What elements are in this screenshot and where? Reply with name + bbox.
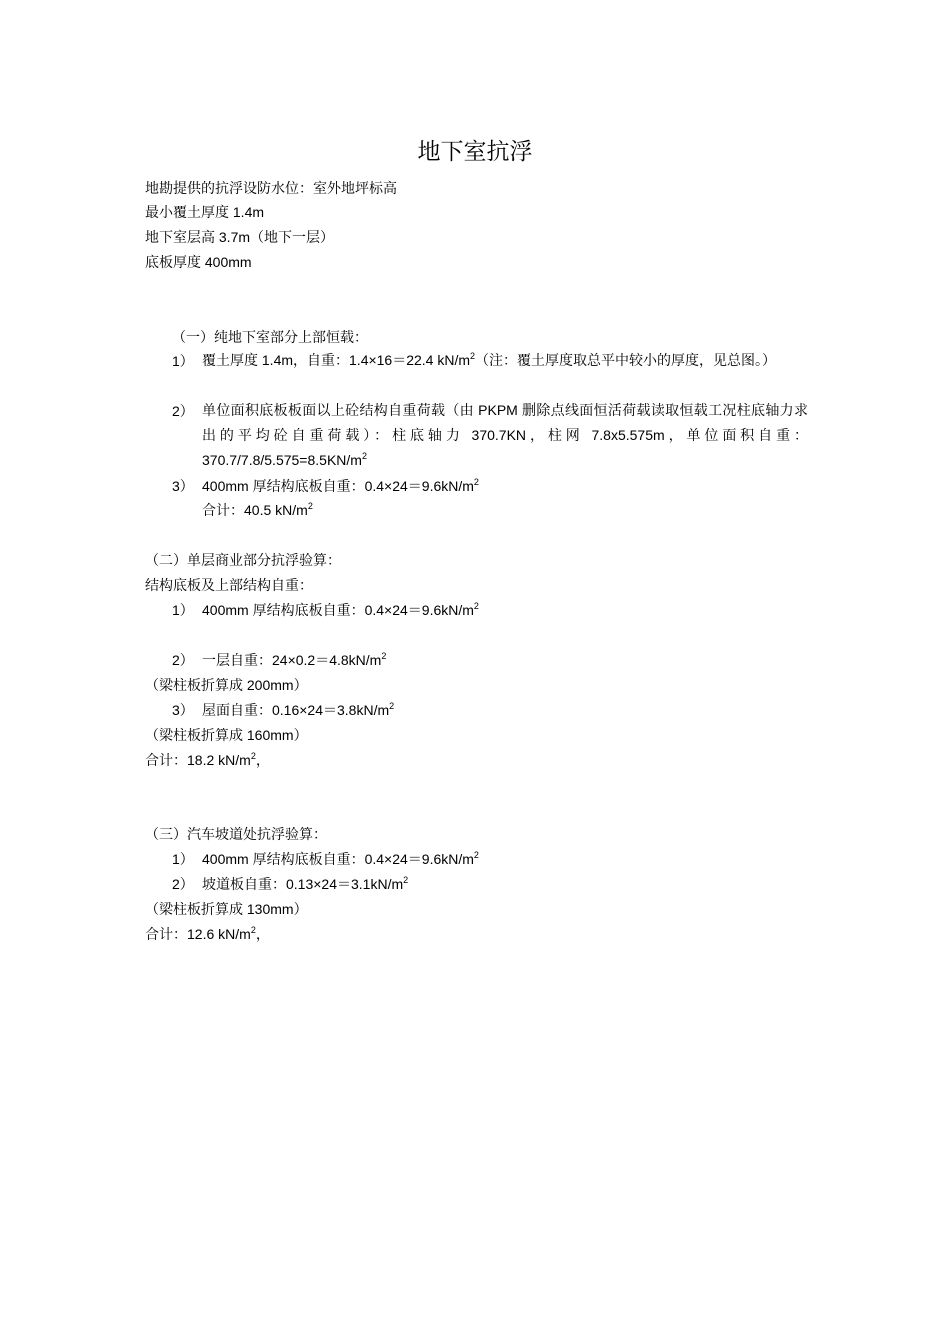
s2-item-1-number: 1） — [172, 602, 194, 618]
intro-floor-height: 地下室层高 3.7m（地下一层） — [145, 229, 335, 245]
s3-total: 合计：12.6 $kN/m^2$， — [145, 925, 270, 942]
section-1-heading: （一）纯地下室部分上部恒载： — [172, 329, 368, 345]
s1-item-3-number: 3） — [172, 478, 194, 494]
s2-item-2-number: 2） — [172, 652, 194, 668]
s2-total: 合计：18.2 $kN/m^2$， — [145, 751, 270, 768]
s2-item-3-text: 屋面自重：$0.16\times 24=3.8kN/m^2$ — [202, 701, 395, 718]
intro-water-level: 地勘提供的抗浮设防水位：室外地坪标高 — [145, 180, 397, 196]
s3-item-2-note: （梁柱板折算成 130mm） — [145, 901, 308, 917]
s1-total: 合计：40.5 $kN/m^2$ — [202, 501, 313, 518]
s3-item-1-number: 1） — [172, 851, 194, 867]
s3-item-1-text: 400mm 厚结构底板自重：$0.4\times 24=9.6kN/m^2$ — [202, 850, 479, 867]
s1-item-1-text: 覆土厚度 1.4m，自重：1.4×16＝22.4 $kN/m^2$（注：覆土厚度取总平中较小的厚度，见总图。） — [202, 351, 777, 368]
s1-item-1-number: 1） — [172, 353, 194, 369]
intro-soil-thickness: 最小覆土厚度 1.4m — [145, 204, 265, 220]
s2-item-2-text: 一层自重：$24\times 0.2=4.8kN/m^2$ — [202, 651, 387, 668]
s1-item-2-text: 单位面积底板板面以上砼结构自重荷载（由 PKPM 删除点线面恒活荷载读取恒载工况柱底轴力求出的平均砼自重荷载）：柱底轴力 370.7KN，柱网 7.8x5.575m，单位面积自重：$370.7/7.8/5.575=8.5KN/m^2$ — [202, 402, 808, 468]
section-2-subheading: 结构底板及上部结构自重： — [145, 577, 313, 593]
s3-item-2-text: 坡道板自重：$0.13\times 24=3.1kN/m^2$ — [202, 875, 409, 892]
s1-item-3-text: 400mm 厚结构底板自重：$0.4\times 24=9.6kN/m^2$ — [202, 477, 479, 494]
document-title: 地下室抗浮 — [417, 138, 533, 164]
s2-item-3-number: 3） — [172, 702, 194, 718]
s2-item-3-note: （梁柱板折算成 160mm） — [145, 727, 308, 743]
s2-item-2-note: （梁柱板折算成 200mm） — [145, 677, 308, 693]
s2-item-1-text: 400mm 厚结构底板自重：$0.4\times 24=9.6kN/m^2$ — [202, 601, 479, 618]
intro-slab-thickness: 底板厚度 400mm — [145, 254, 252, 270]
section-3-heading: （三）汽车坡道处抗浮验算： — [145, 826, 327, 842]
s3-item-2-number: 2） — [172, 876, 194, 892]
section-2-heading: （二）单层商业部分抗浮验算： — [145, 552, 341, 568]
s1-item-2-number: 2） — [172, 403, 194, 419]
